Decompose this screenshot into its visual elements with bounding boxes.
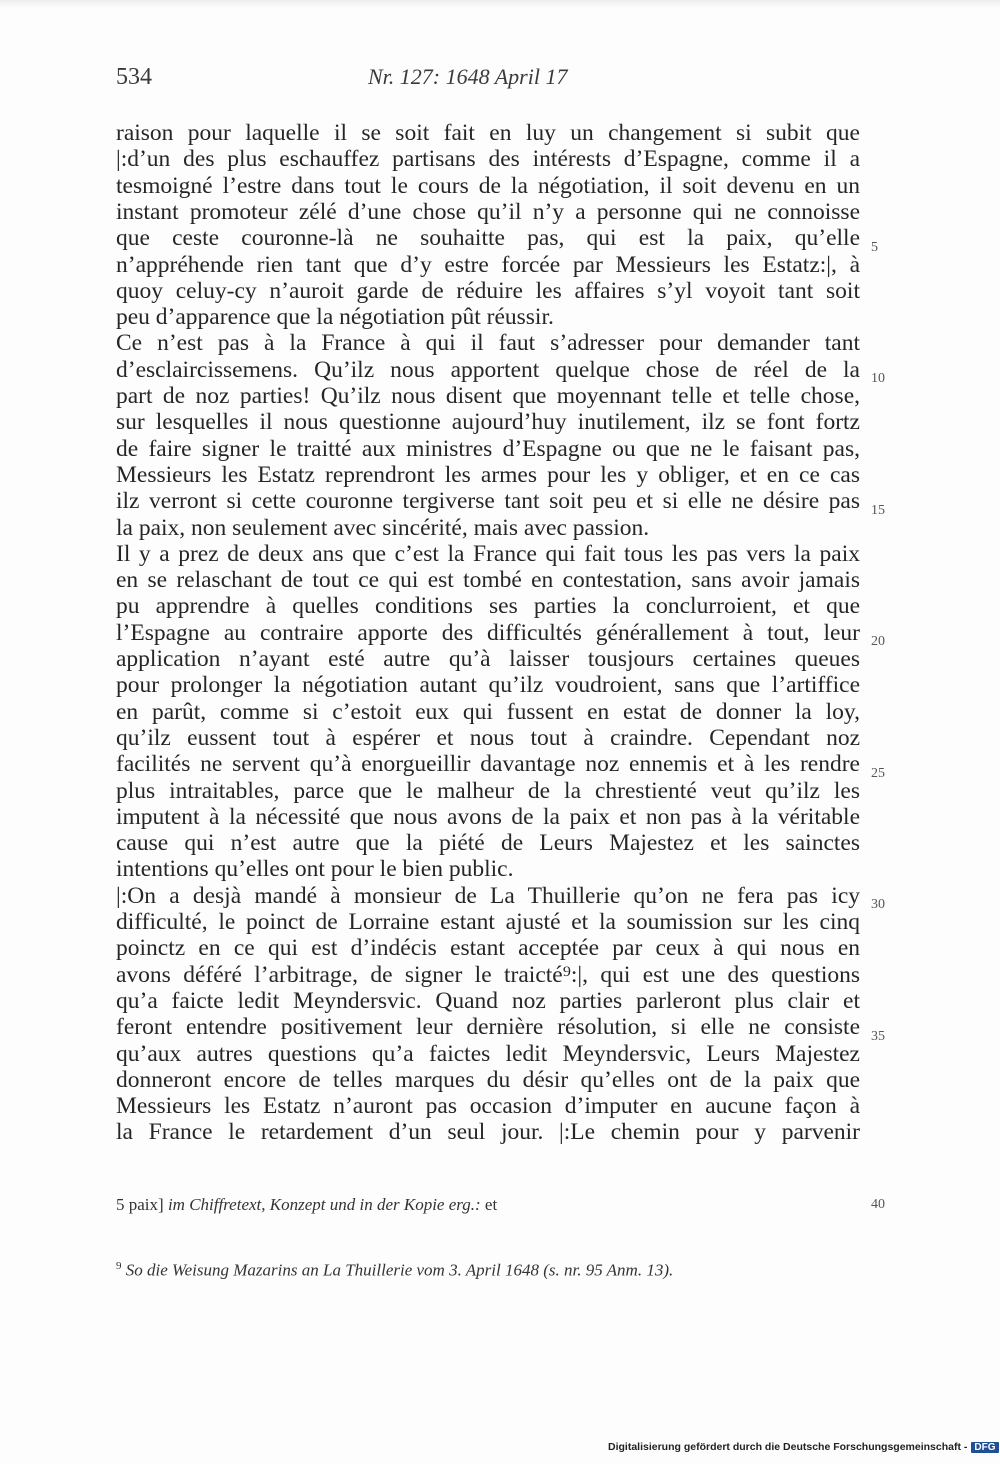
text-line: |:On a desjà mandé à monsieur de La Thuillerie qu’on ne fera pas icy: [116, 882, 860, 909]
text-line: Il y a prez de deux ans que c’est la France qui fait tous les pas vers la paix: [116, 540, 860, 567]
text-line: Ce n’est pas à la France à qui il faut s’adresser pour demander tant: [116, 330, 860, 357]
text-line: la France le retardement d’un seul jour. |:Le chemin pour y parvenir: [116, 1119, 860, 1146]
text-line: quoy celuy-cy n’auroit garde de réduire les affaires s’yl voyoit tant soit: [116, 277, 860, 304]
line-number: 40: [871, 1197, 885, 1212]
text-line: intentions qu’elles ont pour le bien public.: [116, 856, 514, 883]
text-line: qu’ilz eussent tout à espérer et nous tout à craindre. Cependant noz: [116, 724, 860, 751]
text-line: facilités ne servent qu’à enorgueillir davantage noz ennemis et à les rendre: [116, 751, 860, 778]
text-line: cause qui n’est autre que la piété de Leurs Majestez et les sainctes: [116, 830, 860, 857]
text-line: pu apprendre à quelles conditions ses parties la conclurroient, et que: [116, 593, 860, 620]
line-number: 35: [871, 1029, 885, 1044]
line-number: 5: [871, 240, 878, 255]
apparatus-comment: im Chiffretext, Konzept und in der Kopie erg.:: [167, 1195, 481, 1214]
text-line: ilz verront si cette couronne tergiverse tant soit peu et si elle ne désire pas: [116, 488, 860, 515]
text-line: instant promoteur zélé d’une chose qu’il n’y a personne qui ne connoisse: [116, 198, 860, 225]
text-line: Messieurs les Estatz reprendront les armes pour les y obliger, et en ce cas: [116, 461, 860, 488]
text-line: Messieurs les Estatz n’auront pas occasion d’imputer en aucune façon à: [116, 1093, 860, 1120]
footnote: [116, 1255, 673, 1282]
text-line: tesmoigné l’estre dans tout le cours de la négotiation, il soit devenu en un: [116, 172, 860, 199]
text-line: donneront encore de telles marques du désir qu’elles ont de la paix que: [116, 1066, 860, 1093]
text-line: plus intraitables, parce que le malheur de la chrestienté veut qu’ilz les: [116, 777, 860, 804]
text-line: avons déféré l’arbitrage, de signer le traicté⁹:|, qui est une des questions: [116, 961, 860, 988]
text-line: en parût, comme si c’estoit eux qui fussent en estat de donner la loy,: [116, 698, 860, 725]
critical-apparatus-note: [116, 1194, 497, 1216]
text-line: imputent à la nécessité que nous avons de la paix et non pas à la véritable: [116, 803, 860, 830]
text-line: n’appréhende rien tant que d’y estre forcée par Messieurs les Estatz:|, à: [116, 251, 860, 278]
text-line: raison pour laquelle il se soit fait en luy un changement si subit que: [116, 120, 860, 146]
text-line: que ceste couronne-là ne souhaitte pas, qui est la paix, qu’elle: [116, 225, 860, 252]
footnote-mark: 9: [116, 1260, 122, 1272]
credit-text: Digitalisierung gefördert durch die Deutsche Forschungsgemeinschaft -: [608, 1441, 968, 1453]
running-header: Nr. 127: 1648 April 17: [368, 64, 568, 89]
text-line: peu d’apparence que la négotiation pût réussir.: [116, 304, 554, 331]
text-line: feront entendre positivement leur dernière résolution, si elle ne consiste: [116, 1014, 860, 1041]
text-line: application n’ayant esté autre qu’à laisser tousjours certaines queues: [116, 646, 860, 672]
text-line: d’esclaircissemens. Qu’ilz nous apportent quelque chose de réel de la: [116, 356, 860, 383]
dfg-logo: DFG: [971, 1442, 998, 1453]
text-line: difficulté, le poinct de Lorraine estant ajusté et la soumission sur les cinq: [116, 909, 860, 935]
text-line: qu’aux autres questions qu’a faictes ledit Meyndersvic, Leurs Majestez: [116, 1040, 860, 1067]
text-line: en se relaschant de tout ce qui est tombé en contestation, sans avoir jamais: [116, 567, 860, 594]
footnote-text: So die Weisung Mazarins an La Thuillerie vom 3. April 1648 (s. nr. 95 Anm. 13).: [125, 1260, 674, 1280]
text-line: poinctz en ce qui est d’indécis estant acceptée par ceux à qui nous en: [116, 935, 860, 962]
digitization-credit: [608, 1441, 999, 1453]
apparatus-ref: 5 paix]: [116, 1195, 164, 1214]
text-line: la paix, non seulement avec sincérité, mais avec passion.: [116, 514, 650, 541]
line-number: 25: [871, 766, 885, 781]
text-line: sur lesquelles il nous questionne aujourd’huy inutilement, ilz se font fortz: [116, 409, 860, 436]
page-number: 534: [116, 64, 152, 90]
line-number: 15: [871, 503, 885, 518]
text-line: |:d’un des plus eschauffez partisans des intérests d’Espagne, comme il a: [116, 146, 860, 173]
line-number: 30: [871, 897, 885, 912]
text-line: qu’a faicte ledit Meyndersvic. Quand noz parties parleront plus clair et: [116, 987, 860, 1014]
text-line: pour prolonger la négotiation autant qu’ilz voudroient, sans que l’artiffice: [116, 672, 860, 699]
text-line: part de noz parties! Qu’ilz nous disent que moyennant telle et telle chose,: [116, 383, 860, 409]
page-edge-shadow: [0, 0, 1000, 8]
line-number: 10: [871, 371, 885, 386]
line-number: 20: [871, 634, 885, 649]
text-line: de faire signer le traitté aux ministres d’Espagne ou que ne le faisant pas,: [116, 435, 860, 462]
text-line: l’Espagne au contraire apporte des difficultés générallement à tout, leur: [116, 619, 860, 646]
apparatus-reading: et: [484, 1195, 498, 1214]
